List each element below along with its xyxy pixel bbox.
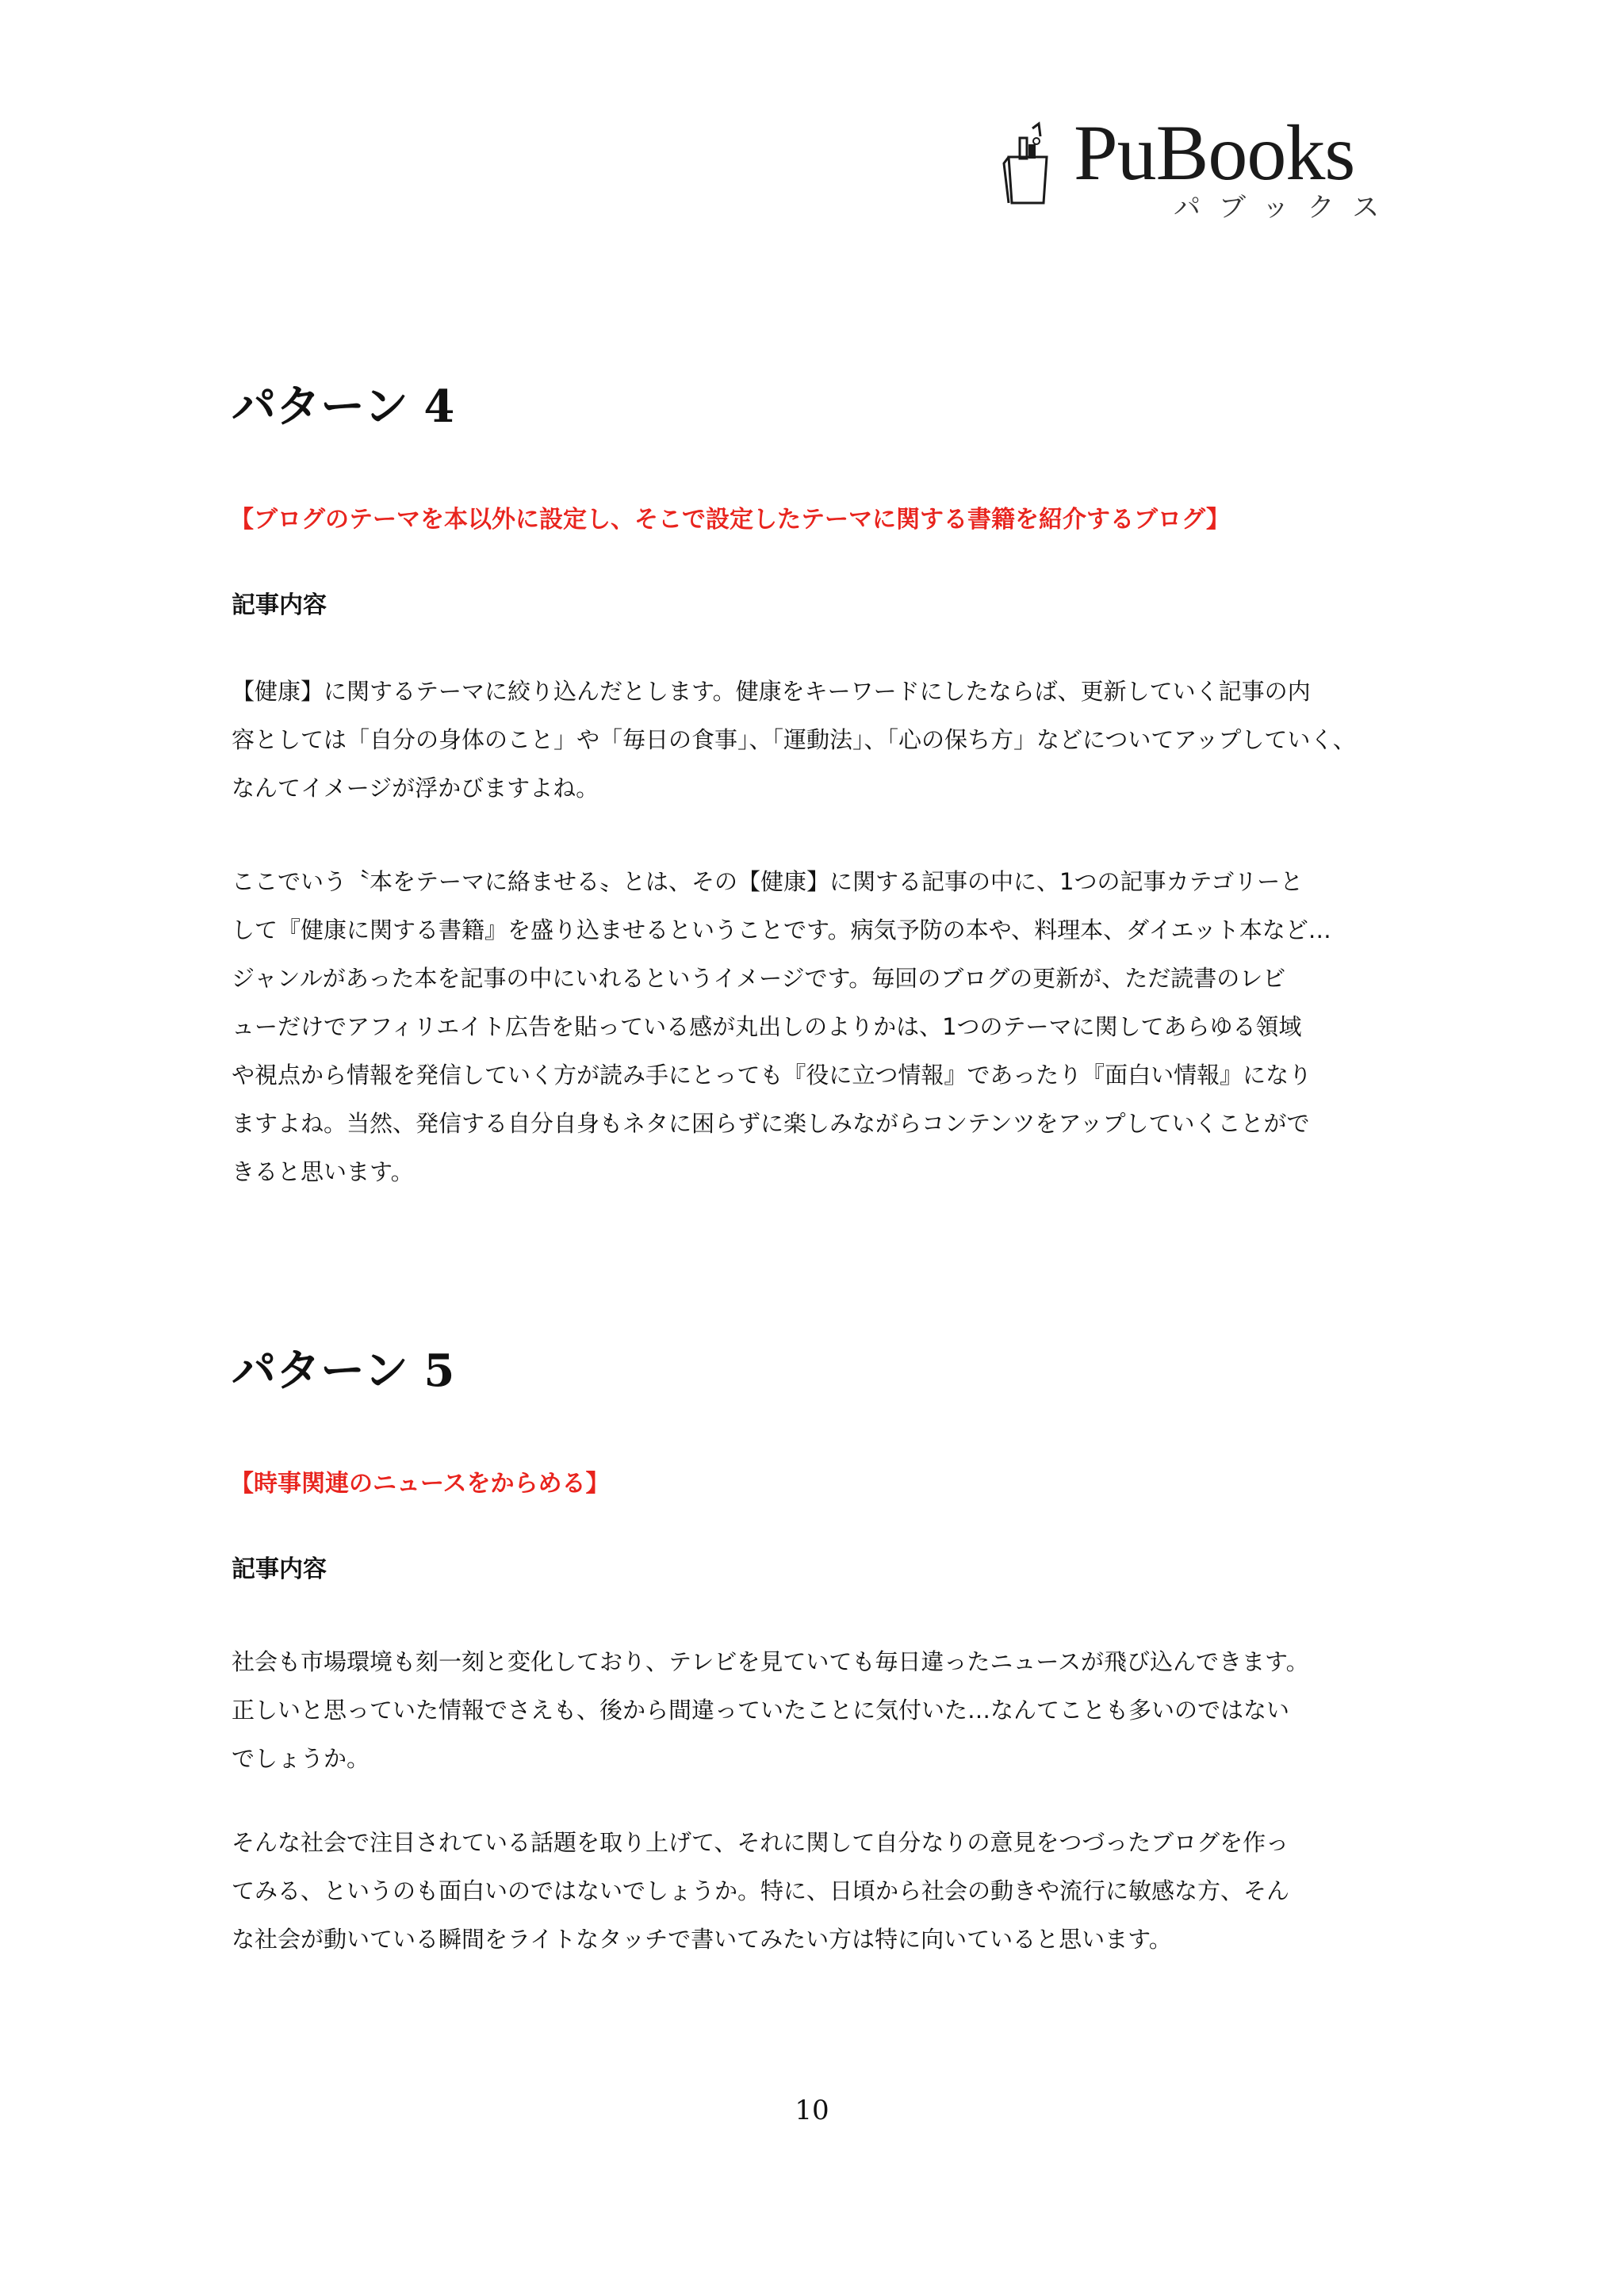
paragraph-line: そんな社会で注目されている話題を取り上げて、それに関して自分なりの意見をつづったブログを作っ xyxy=(232,1829,1289,1856)
paragraph-line: てみる、というのも面白いのではないでしょうか。特に、日頃から社会の動きや流行に敏感な方、そん xyxy=(232,1877,1290,1904)
paragraph-line: なんてイメージが浮かびますよね。 xyxy=(232,775,599,802)
paragraph-pattern-4-intro xyxy=(232,675,1421,821)
paragraph-pattern-5-intro xyxy=(232,1646,1421,1791)
section-red-heading-pattern-4: 【ブログのテーマを本以外に設定し、そこで設定したテーマに関する書籍を紹介するブログ】 xyxy=(230,506,1230,534)
paragraph-line: ますよね。当然、発信する自分自身もネタに困らずに楽しみながらコンテンツをアップしていくことがで xyxy=(232,1110,1310,1137)
logo-wordmark: PuBooks xyxy=(1074,109,1355,197)
paragraph-line: 【健康】に関するテーマに絞り込んだとします。健康をキーワードにしたならば、更新していく記事の内 xyxy=(232,678,1311,705)
section-title-pattern-5: パターン 5 xyxy=(232,1345,455,1397)
page-number: 10 xyxy=(795,2095,829,2126)
article-content-label-pattern-5: 記事内容 xyxy=(232,1556,327,1583)
paragraph-line: ここでいう〝本をテーマに絡ませる〟とは、その【健康】に関する記事の中に、1つの記事カテゴリーと xyxy=(232,868,1304,895)
section-title-pattern-4: パターン 4 xyxy=(232,381,455,433)
section-red-heading-pattern-5: 【時事関連のニュースをからめる】 xyxy=(230,1470,610,1498)
paragraph-line: ューだけでアフィリエイト広告を貼っている感が丸出しのよりかは、1つのテーマに関してあらゆる領域 xyxy=(232,1013,1302,1040)
pubooks-logo xyxy=(1001,109,1398,230)
paragraph-line: 正しいと思っていた情報でさえも、後から間違っていたことに気付いた…なんてことも多いのではない xyxy=(232,1697,1290,1724)
paragraph-line: ジャンルがあった本を記事の中にいれるというイメージです。毎回のブログの更新が、ただ読書のレビ xyxy=(232,965,1286,992)
paragraph-pattern-5-detail xyxy=(232,1827,1421,1972)
paragraph-line: 社会も市場環境も刻一刻と変化しており、テレビを見ていても毎日違ったニュースが飛び込んできます。 xyxy=(232,1648,1309,1675)
paragraph-line: や視点から情報を発信していく方が読み手にとっても『役に立つ情報』であったり『面白い情報』になり xyxy=(232,1062,1312,1089)
paragraph-line: でしょうか。 xyxy=(232,1745,370,1772)
paragraph-pattern-4-detail xyxy=(232,866,1421,1204)
logo-kana: パブックス xyxy=(1174,192,1398,224)
paragraph-line: な社会が動いている瞬間をライトなタッチで書いてみたい方は特に向いていると思います。 xyxy=(232,1926,1172,1953)
paragraph-line: 容としては「自分の身体のこと」や「毎日の食事」、「運動法」、「心の保ち方」などについてアップしていく、 xyxy=(232,726,1356,753)
paragraph-line: して『健康に関する書籍』を盛り込ませるということです。病気予防の本や、料理本、ダイエット本など… xyxy=(232,916,1331,943)
article-content-label-pattern-4: 記事内容 xyxy=(232,591,327,619)
book-bag-icon xyxy=(1001,121,1058,206)
paragraph-line: きると思います。 xyxy=(232,1158,414,1185)
